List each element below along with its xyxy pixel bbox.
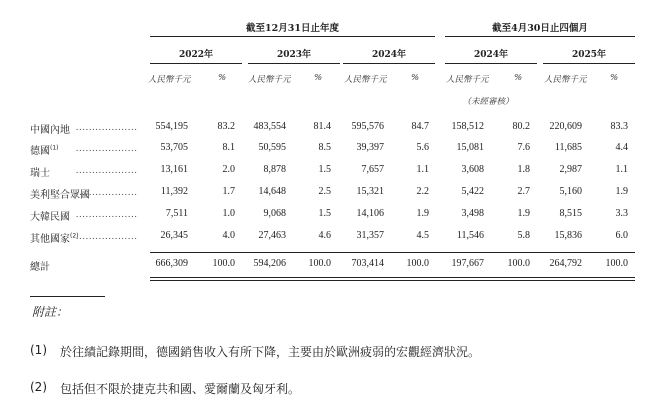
table-row-1-cell-9: 83.3 — [610, 121, 628, 132]
table-row-1-cell-4: 595,576 — [351, 121, 384, 132]
table-row-2-cell-4: 39,397 — [356, 142, 384, 153]
table-row-5-cell-6: 3,498 — [461, 208, 484, 219]
table-row-2-leader-dots: ................... — [76, 143, 138, 153]
notes-heading: 附註： — [32, 305, 69, 319]
table-row-1-cell-1: 83.2 — [217, 121, 235, 132]
table-row-5-cell-7: 1.9 — [517, 208, 530, 219]
subtotal-rule — [150, 252, 635, 253]
table-row-4-cell-4: 15,321 — [356, 186, 384, 197]
table-row-total-cell-2: 594,206 — [253, 258, 286, 269]
table-row-1-label — [30, 121, 70, 136]
notes-separator — [30, 296, 105, 297]
table-row-1-label-text: 中國內地 — [30, 125, 70, 136]
table-row-3-cell-4: 7,657 — [361, 164, 384, 175]
table-row-3-cell-6: 3,608 — [461, 164, 484, 175]
unaudited-note: （未經審核） — [462, 97, 514, 107]
table-row-1-cell-5: 84.7 — [411, 121, 429, 132]
note-2-marker: (2) — [30, 380, 47, 394]
note-1-text: 於往績記錄期間，德國銷售收入有所下降，主要由於歐洲疲弱的宏觀經濟狀況。 — [60, 345, 481, 359]
table-row-total-cell-8: 264,792 — [549, 258, 582, 269]
group-underline-annual — [150, 36, 435, 37]
group-header-interim: 截至4月30日止四個月 — [492, 23, 588, 34]
table-row-4-cell-5: 2.2 — [416, 186, 429, 197]
table-row-1-cell-7: 80.2 — [512, 121, 530, 132]
table-row-6-label-text: 其他國家 — [30, 234, 70, 245]
table-row-3-cell-1: 2.0 — [222, 164, 235, 175]
table-row-1-cell-3: 81.4 — [313, 121, 331, 132]
table-row-4-cell-8: 5,160 — [559, 186, 582, 197]
unit-pct-3: % — [411, 73, 420, 83]
year-header-4: 2024年 — [473, 50, 509, 60]
table-row-4-cell-2: 14,648 — [258, 186, 286, 197]
table-row-6-cell-3: 4.6 — [318, 230, 331, 241]
table-row-2-cell-8: 11,685 — [554, 142, 582, 153]
total-double-rule — [150, 277, 635, 281]
unit-pct-4: % — [514, 73, 523, 83]
table-row-total-cell-0: 666,309 — [155, 258, 188, 269]
table-row-2-label-text: 德國 — [30, 146, 50, 157]
table-row-5-cell-5: 1.9 — [416, 208, 429, 219]
table-row-3-leader-dots: ................... — [76, 165, 138, 175]
table-row-total-cell-7: 100.0 — [507, 258, 530, 269]
table-row-3-cell-3: 1.5 — [318, 164, 331, 175]
table-row-2-cell-2: 50,595 — [258, 142, 286, 153]
year-header-2: 2023年 — [276, 50, 312, 60]
table-row-2-cell-6: 15,081 — [456, 142, 484, 153]
table-row-6-cell-0: 26,345 — [160, 230, 188, 241]
unit-rmb-4: 人民幣千元 — [446, 75, 489, 85]
table-row-5-cell-4: 14,106 — [356, 208, 384, 219]
table-row-3-cell-5: 1.1 — [416, 164, 429, 175]
table-row-5-cell-2: 9,068 — [263, 208, 286, 219]
year-header-3: 2024年 — [371, 50, 407, 60]
table-row-6-cell-5: 4.5 — [416, 230, 429, 241]
table-row-5-cell-9: 3.3 — [615, 208, 628, 219]
unit-rmb-2: 人民幣千元 — [248, 75, 291, 85]
table-row-3-label-text: 瑞士 — [30, 168, 50, 179]
table-row-1-cell-2: 483,554 — [253, 121, 286, 132]
table-row-total-cell-9: 100.0 — [605, 258, 628, 269]
table-row-2-cell-3: 8.5 — [318, 142, 331, 153]
table-row-2-label — [30, 142, 59, 157]
table-row-2-cell-9: 4.4 — [615, 142, 628, 153]
table-row-total-label — [30, 258, 50, 273]
group-underline-interim — [445, 36, 635, 37]
unit-rmb-3: 人民幣千元 — [344, 75, 387, 85]
group-header-annual: 截至12月31日止年度 — [246, 23, 339, 34]
table-row-6-cell-9: 6.0 — [615, 230, 628, 241]
table-row-5-cell-1: 1.0 — [222, 208, 235, 219]
table-row-total-cell-1: 100.0 — [212, 258, 235, 269]
table-row-3-cell-9: 1.1 — [615, 164, 628, 175]
unit-rmb-5: 人民幣千元 — [544, 75, 587, 85]
table-row-5-cell-0: 7,511 — [165, 208, 188, 219]
table-row-2-cell-5: 5.6 — [416, 142, 429, 153]
table-row-6-cell-8: 15,836 — [554, 230, 582, 241]
table-row-total-cell-4: 703,414 — [351, 258, 384, 269]
table-row-3-cell-0: 13,161 — [160, 164, 188, 175]
table-row-2-cell-7: 7.6 — [517, 142, 530, 153]
table-row-6-leader-dots: ................... — [76, 231, 138, 241]
year-underline-5 — [543, 63, 635, 64]
year-underline-3 — [343, 63, 435, 64]
table-row-total-label-text: 總計 — [30, 262, 50, 273]
table-row-5-label-text: 大韓民國 — [30, 212, 70, 223]
table-row-3-cell-8: 2,987 — [559, 164, 582, 175]
table-row-2-cell-1: 8.1 — [222, 142, 235, 153]
table-row-6-label — [30, 230, 79, 245]
table-row-4-leader-dots: ................... — [76, 187, 138, 197]
year-underline-2 — [248, 63, 340, 64]
table-row-2-footnote-ref: (1) — [50, 144, 59, 152]
year-header-5: 2025年 — [571, 50, 607, 60]
table-row-3-cell-2: 8,878 — [263, 164, 286, 175]
table-row-total-cell-6: 197,667 — [451, 258, 484, 269]
table-row-5-leader-dots: ................... — [76, 209, 138, 219]
unit-rmb-1: 人民幣千元 — [148, 75, 191, 85]
table-row-5-label — [30, 208, 70, 223]
table-row-5-cell-3: 1.5 — [318, 208, 331, 219]
year-underline-1 — [150, 63, 242, 64]
table-row-1-cell-0: 554,195 — [155, 121, 188, 132]
table-row-4-cell-3: 2.5 — [318, 186, 331, 197]
table-row-6-cell-1: 4.0 — [222, 230, 235, 241]
table-row-1-cell-8: 220,609 — [549, 121, 582, 132]
table-row-4-cell-0: 11,392 — [160, 186, 188, 197]
table-row-4-cell-6: 5,422 — [461, 186, 484, 197]
table-row-6-cell-2: 27,463 — [258, 230, 286, 241]
table-row-3-cell-7: 1.8 — [517, 164, 530, 175]
year-underline-4 — [445, 63, 537, 64]
table-row-1-leader-dots: ................... — [76, 122, 138, 132]
table-row-4-label-text: 美利堅合眾國 — [30, 190, 90, 201]
table-row-3-label — [30, 164, 50, 179]
table-row-4-cell-1: 1.7 — [222, 186, 235, 197]
year-header-1: 2022年 — [178, 50, 214, 60]
table-row-6-cell-6: 11,546 — [456, 230, 484, 241]
unit-pct-2: % — [314, 73, 323, 83]
table-row-6-cell-4: 31,357 — [356, 230, 384, 241]
table-row-4-cell-9: 1.9 — [615, 186, 628, 197]
table-row-1-cell-6: 158,512 — [451, 121, 484, 132]
table-row-5-cell-8: 8,515 — [559, 208, 582, 219]
table-row-2-cell-0: 53,705 — [160, 142, 188, 153]
unit-pct-5: % — [610, 73, 619, 83]
table-row-total-cell-5: 100.0 — [406, 258, 429, 269]
table-row-4-cell-7: 2.7 — [517, 186, 530, 197]
table-row-6-cell-7: 5.8 — [517, 230, 530, 241]
note-1-marker: (1) — [30, 343, 47, 357]
table-row-6-footnote-ref: (2) — [70, 232, 79, 240]
unit-pct-1: % — [218, 73, 227, 83]
table-row-total-cell-3: 100.0 — [308, 258, 331, 269]
note-2-text: 包括但不限於捷克共和國、愛爾蘭及匈牙利。 — [60, 382, 301, 396]
